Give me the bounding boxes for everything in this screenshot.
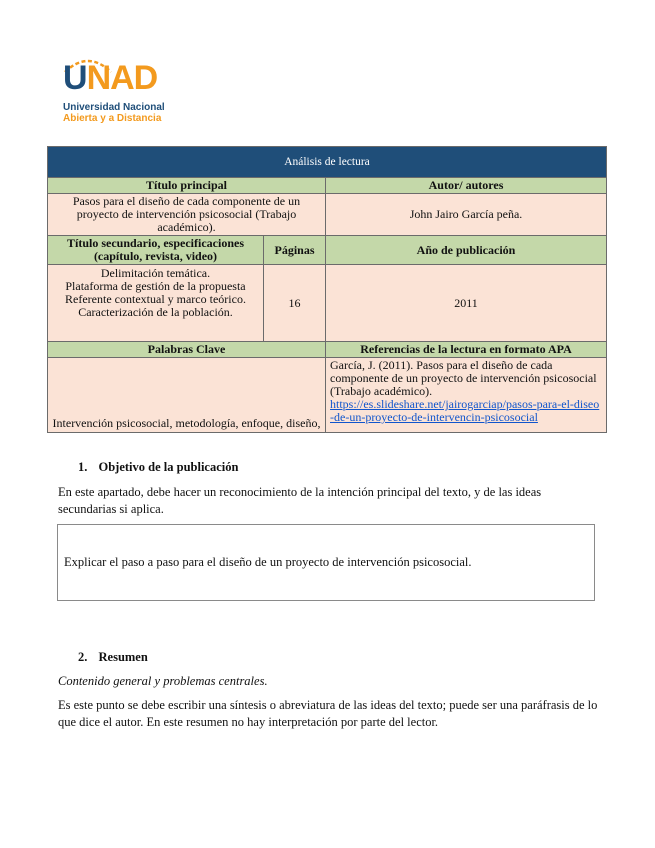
cell-titulo-principal: Pasos para el diseño de cada componente de un proyecto de intervención psicosocial (Trabajo académico). (48, 194, 326, 236)
cell-autores: John Jairo García peña. (326, 194, 607, 236)
section-2-instruction: Es este punto se debe escribir una síntesis o abreviatura de las ideas del texto; puede ser una paráfrasis de lo que dice el autor. En este resumen no hay interpretación por parte del lector. (58, 698, 598, 729)
header-palabras-clave: Palabras Clave (48, 342, 326, 358)
logo-wordmark (63, 58, 157, 98)
logo-line-1: Universidad Nacional (63, 102, 165, 113)
logo-letters-nad: NAD (86, 59, 158, 97)
section-1-heading (78, 460, 238, 475)
logo-line-2: Abierta y a Distancia (63, 113, 162, 124)
header-autores: Autor/ autores (326, 178, 607, 194)
cell-paginas: 16 (264, 265, 326, 342)
table-title: Análisis de lectura (48, 147, 607, 178)
header-paginas: Páginas (264, 236, 326, 265)
referencia-link[interactable]: https://es.slideshare.net/jairogarciap/pasos-para-el-diseo-de-un-proyecto-de-intervencin-psicosocial (330, 397, 600, 424)
objective-answer-text: Explicar el paso a paso para el diseño de un proyecto de intervención psicosocial. (64, 555, 472, 569)
logo-letter-u: U (63, 59, 87, 97)
header-anio: Año de publicación (326, 236, 607, 265)
header-titulo-secundario: Título secundario, especificaciones (capítulo, revista, video) (48, 236, 264, 265)
section-2-title: Resumen (98, 650, 148, 664)
secundario-line: Plataforma de gestión de la propuesta (65, 279, 246, 293)
header-titulo-principal: Título principal (48, 178, 326, 194)
section-1-title: Objetivo de la publicación (98, 460, 239, 474)
referencia-text: García, J. (2011). Pasos para el diseño de cada componente de un proyecto de intervención psicosocial (Trabajo académico). (330, 358, 597, 398)
cell-palabras-clave: Intervención psicosocial, metodología, enfoque, diseño, (48, 358, 326, 433)
secundario-line: Referente contextual y marco teórico. (65, 292, 246, 306)
cell-anio: 2011 (326, 265, 607, 342)
section-2-number: 2. (78, 650, 88, 664)
section-1-number: 1. (78, 460, 88, 474)
secundario-line: Caracterización de la población. (78, 305, 233, 319)
section-1-instruction: En este apartado, debe hacer un reconocimiento de la intención principal del texto, y de las ideas secundarias si aplica. (58, 485, 542, 516)
secundario-line: Delimitación temática. (100, 266, 211, 280)
header-referencias: Referencias de la lectura en formato APA (326, 342, 607, 358)
section-2-heading (78, 650, 148, 665)
objective-answer-box[interactable] (57, 524, 595, 601)
section-2-subtitle: Contenido general y problemas centrales. (58, 674, 268, 688)
reading-analysis-table (47, 146, 607, 433)
cell-titulo-secundario (48, 265, 264, 342)
unad-logo (60, 58, 170, 130)
cell-referencia (326, 358, 607, 433)
